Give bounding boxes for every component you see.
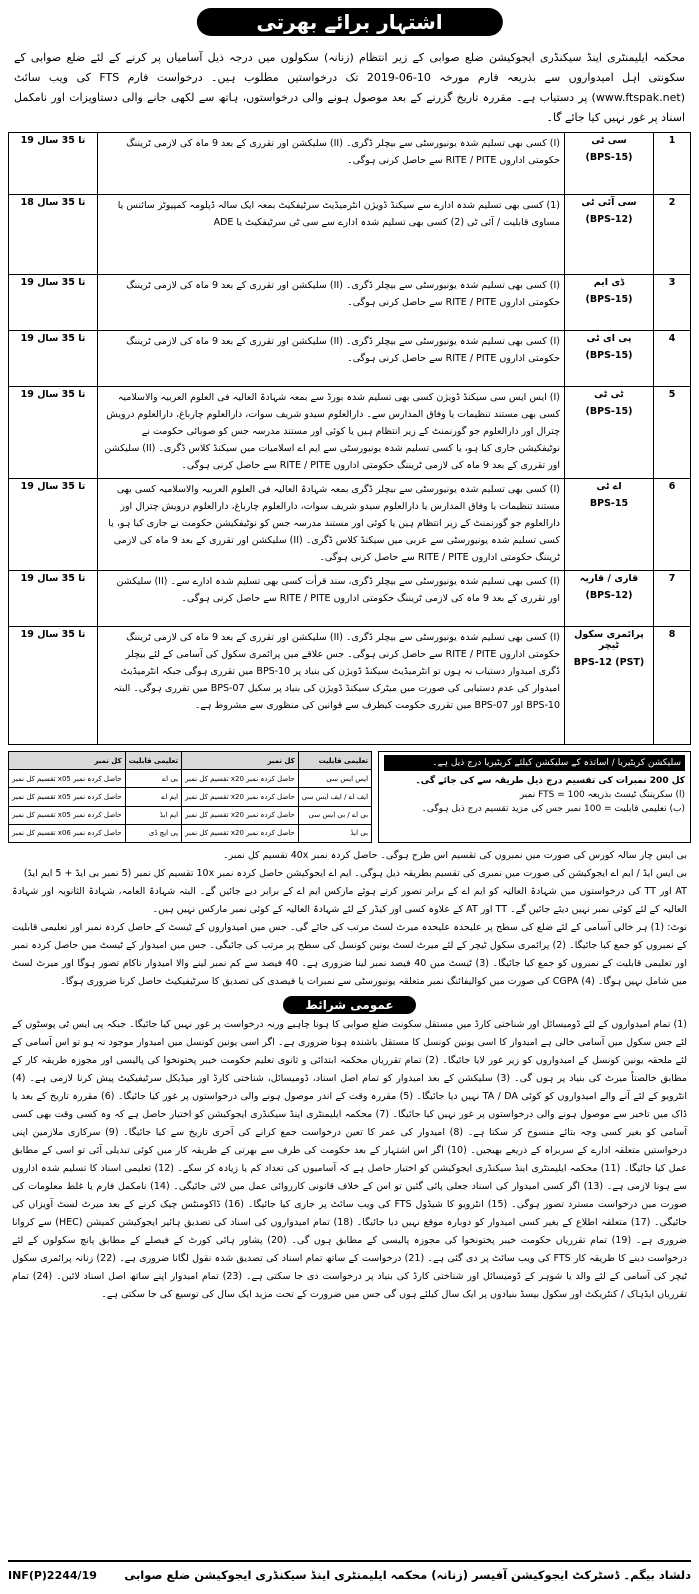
post-qualification: (I) کسی بھی تسلیم شدہ یونیورسٹی سے بیچلر ڈگری۔ (II) سلیکشن اور تقرری کے بعد 9 ماہ کی لازمی ٹریننگ حکومتی اداروں RITE / PITE سے حاصل کرنی ہوگی۔ [98, 133, 565, 195]
post-name: پی ای ٹی [586, 333, 632, 344]
merit-cell: حاصل کردہ نمبر x05 تقسیم کل نمبر [9, 770, 126, 788]
post-age-limit: 19 تا 35 سال [9, 571, 98, 627]
post-name: اے ٹی [596, 481, 622, 492]
post-number: 3 [654, 275, 691, 331]
merit-cell: پی ایچ ڈی [125, 824, 181, 842]
post-title [565, 331, 654, 387]
merit-row [9, 806, 372, 824]
merit-cell: ایم ایڈ [125, 806, 181, 824]
merit-row [9, 824, 372, 842]
post-name: پرائمری سکول ٹیچر [574, 629, 644, 651]
post-age-limit: 19 تا 35 سال [9, 387, 98, 479]
post-scale: BPS-15 [589, 498, 629, 509]
footer [8, 1560, 691, 1588]
merit-cell: حاصل کردہ نمبر x20 تقسیم کل نمبر [182, 788, 299, 806]
post-scale: (BPS-15) [585, 152, 633, 163]
merit-cell: حاصل کردہ نمبر x20 تقسیم کل نمبر [182, 806, 299, 824]
post-age-limit: 19 تا 35 سال [9, 133, 98, 195]
post-qualification: (I) کسی بھی تسلیم شدہ یونیورسٹی سے بیچلر ڈگری بمعہ شہادۃ العالیہ فی العلوم العربیہ والاسلامیہ کسی بھی مستند تنظیمات یا وفاق المدارس یا دارالعلوم سیدو شریف سوات، دارالعلوم چارباغ، دارالعلوم درویش چترال اور دارالعلوم جو گورنمنٹ کے زیر انتظام ہیں یا کوئی اور مستند مدرسہ جس کو نوٹیفکیشن حکومت نے جاری کیا ہو، یا کسی تسلیم شدہ یونیورسٹی سے عربی میں سیکنڈ کلاس ڈگری۔ (II) سلیکشن اور تقرری کے بعد 9 ماہ کی لازمی ٹریننگ حکومتی اداروں RITE / PITE سے حاصل کرنی ہوگی۔ [98, 479, 565, 571]
post-scale: (BPS-12) [585, 214, 633, 225]
post-number: 6 [654, 479, 691, 571]
post-scale: (BPS-15) [585, 294, 633, 305]
post-age-limit: 18 تا 35 سال [9, 195, 98, 275]
merit-cell: بی ایڈ [298, 824, 371, 842]
post-qualification: (1) کسی بھی تسلیم شدہ ادارے سے سیکنڈ ڈویژن انٹرمیڈیٹ سرٹیفکیٹ بمعہ ایک سالہ ڈپلومہ کمپیوٹر سائنس یا مساوی قابلیت / آئی ٹی (2) کسی بھی تسلیم شدہ ادارے سے سی ٹی سرٹیفکیٹ یا ADE [98, 195, 565, 275]
merit-cell: کل نمبر [9, 752, 126, 770]
general-conditions-heading: عمومی شرائط [283, 996, 415, 1014]
post-name: سی آئی ٹی [581, 197, 637, 208]
merit-cell: حاصل کردہ نمبر x05 تقسیم کل نمبر [9, 806, 126, 824]
post-number: 2 [654, 195, 691, 275]
bs-course-note: بی ایس چار سالہ کورس کی صورت میں نمبروں کی تقسیم اس طرح ہوگی۔ حاصل کردہ نمبر 40x تقسیم کل نمبر۔ [223, 850, 687, 861]
post-scale: BPS-12 (PST) [573, 657, 645, 668]
post-age-limit: 19 تا 35 سال [9, 275, 98, 331]
qualification-marks: (ب) تعلیمی قابلیت = 100 نمبر جس کی مزید تقسیم درج ذیل ہوگی۔ [421, 804, 685, 814]
signature-line: دلشاد بیگم۔ ڈسٹرکٹ ایجوکیشن آفیسر (زنانہ) محکمہ ایلیمنٹری اینڈ سیکنڈری ایجوکیشن ضلع صوابی [124, 1568, 691, 1582]
selection-criteria-box [378, 751, 691, 843]
post-title [565, 479, 654, 571]
merit-note: نوٹ: (1) ہر خالی آسامی کے لئے ضلع کی سطح پر علیحدہ علیحدہ میرٹ لسٹ مرتب کی جائے گی۔ جس میں امیدواروں کے ٹیسٹ کے حاصل کردہ نمبر اور تعلیمی قابلیت کے نمبروں کو جمع کیا جائیگا۔ (2) پرائمری سکول ٹیچر کے لئے میرٹ لسٹ یونین کونسل کی سطح پر مرتب کی جائیگی۔ جس میں امیدوار کے ٹیسٹ میں حاصل کردہ نمبر اور تعلیمی قابلیت کے نمبروں کو جمع کیا جائیگا۔ (3) ٹیسٹ میں 40 فیصد نمبر لینا ضروری ہے۔ 40 فیصد سے کم نمبر لینے والا امیدوار ناکام تصور ہوگا اور میرٹ لسٹ میں شامل نہیں ہوگا۔ (4) CGPA کی صورت میں کوالیفائنگ نمبر متعلقہ یونیورسٹی سے نمبرات یا فیصدی کی تصدیق کا سرٹیفیکیٹ حاصل کرنا ضروری ہوگا۔ [12, 922, 688, 987]
post-qualification: (I) کسی بھی تسلیم شدہ یونیورسٹی سے بیچلر ڈگری، سند قرأت کسی بھی تسلیم شدہ ادارے سے۔ (II) سلیکشن اور تقرری کے بعد 9 ماہ کی لازمی ٹریننگ حکومتی اداروں RITE / PITE سے حاصل کرنی ہوگی۔ [98, 571, 565, 627]
title-banner [8, 6, 691, 42]
post-scale: (BPS-12) [585, 590, 633, 601]
post-qualification: (I) کسی بھی تسلیم شدہ یونیورسٹی سے بیچلر ڈگری۔ (II) سلیکشن اور تقرری کے بعد 9 ماہ کی لازمی ٹریننگ حکومتی اداروں RITE / PITE سے حاصل کرنی ہوگی۔ جس علاقے میں پرائمری سکول کی آسامی کے لئے بیچلر ڈگری امیدوار دستیاب نہ ہوں تو انٹرمیڈیٹ سیکنڈ ڈویژن کی بنیاد پر BPS-10 میں تقرری ہوگی جبکہ انٹرمیڈیٹ امیدوار کی عدم دستیابی کی صورت میں میٹرک سیکنڈ ڈویژن کی بنیاد پر سکیل BPS-07 میں تقرری ہوگی۔ البتہ BPS-10 اور BPS-07 میں تقرری حکومت کیطرف سے قوانین کی منظوری سے مشروط ہے۔ [98, 627, 565, 745]
post-name: قاری / قاریہ [579, 573, 639, 584]
post-number: 5 [654, 387, 691, 479]
general-conditions-heading-wrap [8, 994, 691, 1013]
post-title [565, 627, 654, 745]
bsed-note: بی ایس ایڈ / ایم اے ایجوکیشن کی صورت میں نمبری کی تقسیم بطریقہ ذیل ہوگی۔ ایم اے ایجوکیشن حاصل کردہ نمبر 10x تقسیم کل نمبر (5 نمبر بی ایڈ + 5 ایم ایڈ) [23, 868, 687, 879]
post-qualification: (I) کسی بھی تسلیم شدہ یونیورسٹی سے بیچلر ڈگری۔ (II) سلیکشن اور تقرری کے بعد 9 ماہ کی لازمی ٹریننگ حکومتی اداروں RITE / PITE سے حاصل کرنی ہوگی۔ [98, 275, 565, 331]
post-scale: (BPS-15) [585, 406, 633, 417]
intro-paragraph: محکمہ ایلیمنٹری اینڈ سیکنڈری ایجوکیشن ضلع صوابی کے زیر انتظام (زنانہ) سکولوں میں درجہ ذیل آسامیاں پر کرنے کے لئے ضلع صوابی کے سکونتی اہل امیدواروں سے بذریعہ فارم مورخہ 10-06-2019 تک درخواستیں مطلوب ہیں۔ درخواست فارم FTS کی ویب سائٹ (www.ftspak.net) پر دستیاب ہے۔ مقررہ تاریخ گزرنے کے بعد موصول ہونے والی درخواستوں، ہاتھ سے لکھی جانے والی دستاویزات اور نامکمل اسناد پر غور نہیں کیا جائے گا۔ [14, 51, 685, 124]
post-number: 1 [654, 133, 691, 195]
post-row [9, 195, 691, 275]
merit-cell: حاصل کردہ نمبر x20 تقسیم کل نمبر [182, 824, 299, 842]
post-qualification: (I) ایس ایس سی سیکنڈ ڈویژن کسی بھی تسلیم شدہ بورڈ سے بمعہ شہادۃ العالیہ فی العلوم العربیہ والاسلامیہ کسی بھی مستند تنظیمات یا وفاق المدارس سے۔ دارالعلوم سیدو شریف سوات، دارالعلوم چارباغ، دارالعلوم درویش چترال اور دارالعلوم جو گورنمنٹ کے زیر انتظام ہیں یا کوئی اور مستند مدرسہ جس کو صوبائی حکومت نے نوٹیفکیشن جاری کیا ہو، یا کسی تسلیم شدہ یونیورسٹی سے ایم اے اسلامیات میں سیکنڈ کلاس ڈگری۔ (II) سلیکشن اور تقرری کے بعد 9 ماہ کی لازمی ٹریننگ حکومتی اداروں RITE / PITE سے حاصل کرنی ہوگی۔ [98, 387, 565, 479]
merit-header-row [9, 752, 372, 770]
post-age-limit: 19 تا 35 سال [9, 331, 98, 387]
merit-cell: ایف اے / ایف ایس سی [298, 788, 371, 806]
merit-cell: تعلیمی قابلیت [125, 752, 181, 770]
merit-cell: ایس ایس سی [298, 770, 371, 788]
posts-table [8, 132, 691, 745]
merit-cell: حاصل کردہ نمبر x20 تقسیم کل نمبر [182, 770, 299, 788]
selection-criteria-heading: سلیکشن کریٹیریا / اساتذہ کے سلیکشن کیلئے کریٹیریا درج ذیل ہے۔ [384, 755, 685, 771]
post-name: سی ٹی [591, 135, 627, 146]
general-conditions: (1) تمام امیدواروں کے لئے ڈومیسائل اور شناختی کارڈ میں مستقل سکونت ضلع صوابی کا ہونا چاہیے ورنہ درخواست پر غور نہیں کیا جائیگا۔ جبکہ پی ایس ٹی پوسٹوں کے لئے جس سکول میں آسامی خالی ہے امیدوار کا اسی یونین کونسل کا مستقل باشندہ ہونا ضروری ہے۔ اگر اسی یونین کونسل میں امیدوار موجود نہ ہو تو اس آسامی کے لئے ملحقہ یونین کونسل کے امیدواروں کو زیر غور لایا جائیگا۔ (2) تمام تقرریاں محکمہ ابتدائی و ثانوی تعلیم حکومت خیبر پختونخوا کی پالیسی اور مجوزہ طریقہ کار کے مطابق خالصتاً میرٹ کی بنیاد پر ہوں گی۔ (3) سلیکشن کے بعد امیدوار کو تمام اصل اسناد، ڈومیسائل، شناختی کارڈ اور میڈیکل سرٹیفیکیٹ پیش کرنا لازمی ہے۔ (4) انٹرویو کے لئے آنے والے امیدواروں کو کوئی TA / DA نہیں دیا جائیگا۔ (5) مقررہ وقت کے اندر موصول ہونے والی درخواستوں پر غور کیا جائیگا۔ (6) مقررہ تاریخ کے بعد یا ڈاک میں تاخیر سے موصول ہونے والی درخواستوں پر غور نہیں کیا جائیگا۔ (7) محکمہ ایلیمنٹری اینڈ سیکنڈری ایجوکیشن کو اختیار حاصل ہے کہ وہ کسی وقت بھی کسی آسامی کو بغیر کسی وجہ بتائے منسوخ کر سکتا ہے۔ (8) امیدوار کی عمر کا تعین درخواست جمع کرانے کی آخری تاریخ سے کیا جائیگا۔ (9) سرکاری ملازمین اپنی درخواستیں متعلقہ ادارے کے سربراہ کے ذریعے بھیجیں۔ (10) اگر اس اشتہار کے بعد حکومت کی طرف سے بھرتی کے طریقہ کار میں کوئی تبدیلی آئی تو اسی کے مطابق عمل کیا جائیگا۔ (11) محکمہ ایلیمنٹری اینڈ سیکنڈری ایجوکیشن کو اختیار حاصل ہے کہ آسامیوں کی تعداد کم یا زیادہ کر سکے۔ (12) تعلیمی اسناد کا تسلیم شدہ اداروں سے ہونا لازمی ہے۔ (13) اگر کسی امیدوار کی اسناد جعلی پائی گئیں تو اس کے خلاف قانونی کارروائی عمل میں لائی جائیگی۔ (14) نامکمل فارم یا غلط معلومات کی صورت میں درخواست مسترد تصور ہوگی۔ (15) انٹرویو کا شیڈول FTS کی ویب سائٹ پر جاری کیا جائیگا۔ (16) ڈاکومنٹس چیک کرنے کے بعد میرٹ لسٹ آویزاں کی جائیگی۔ (17) متعلقہ اطلاع کے بغیر کسی امیدوار کو دوبارہ موقع نہیں دیا جائیگا۔ (18) تمام امیدواروں کی اسناد کی تصدیق ہائیر ایجوکیشن کمیشن (HEC) سے کروانا ضروری ہے۔ (19) تمام تقرریاں حکومت خیبر پختونخوا کی مجوزہ پالیسی کے مطابق ہوں گی۔ (20) پشاور ہائی کورٹ کے فیصلے کے مطابق پانچ سکولوں کے لئے درخواست دینے کا طریقہ کار FTS کی ویب سائٹ پر دی گئی ہے۔ (21) درخواست کے ساتھ تمام اسناد کی تصدیق شدہ نقول لگانا ضروری ہے۔ (22) زنانہ پرائمری سکول ٹیچر کی آسامی کے لئے والد یا شوہر کے ڈومیسائل اور شناختی کارڈ کی بنیاد پر درخواست دی جا سکتی ہے۔ (23) تمام امیدوار اپنے ساتھ اصل اسناد لائیں۔ (24) تمام تقرریاں ایڈہاک / کنٹریکٹ اور سکول بیسڈ بنیادوں پر ایک سال کیلئے ہوں گی جس میں ضرورت کے تحت مزید ایک سال کی توسیع کی جا سکتی ہے۔ [12, 1019, 688, 1300]
post-title [565, 275, 654, 331]
post-age-limit: 19 تا 35 سال [9, 627, 98, 745]
merit-cell: کل نمبر [182, 752, 299, 770]
post-name: ڈی ایم [593, 277, 625, 288]
post-title [565, 195, 654, 275]
post-row [9, 387, 691, 479]
marks-distribution-table [8, 751, 372, 843]
merit-row [9, 770, 372, 788]
merit-cell: حاصل کردہ نمبر x06 تقسیم کل نمبر [9, 824, 126, 842]
post-age-limit: 19 تا 35 سال [9, 479, 98, 571]
merit-cell: حاصل کردہ نمبر x05 تقسیم کل نمبر [9, 788, 126, 806]
merit-cell: بی اے [125, 770, 181, 788]
post-scale: (BPS-15) [585, 350, 633, 361]
marks-explanation [8, 847, 691, 991]
post-title [565, 387, 654, 479]
post-row [9, 133, 691, 195]
post-row [9, 275, 691, 331]
post-number: 7 [654, 571, 691, 627]
merit-cell: ایم اے [125, 788, 181, 806]
post-row [9, 479, 691, 571]
post-title [565, 571, 654, 627]
merit-cell: تعلیمی قابلیت [298, 752, 371, 770]
shahada-note: AT اور TT کی درخواستوں میں شہادۃ العالیہ کو ایم اے کے برابر تصور کرتے ہوئے مارکس ایم اے کے برابر دیے جائیں گے۔ البتہ شہادۃ العامہ، شہادۃ الثانویہ اور شہادۃ العالیہ کے لئے کوئی نمبر نہیں دیئے جائیں گے۔ TT اور AT کے علاوہ کسی اور کیڈر کے لئے شہادۃ العالیہ کے کوئی نمبر مارکس نہیں ہیں۔ [12, 886, 687, 915]
post-row [9, 571, 691, 627]
post-number: 8 [654, 627, 691, 745]
post-row [9, 627, 691, 745]
post-row [9, 331, 691, 387]
merit-row [9, 788, 372, 806]
merit-section [8, 751, 691, 843]
post-name: ٹی ٹی [594, 389, 624, 400]
post-title [565, 133, 654, 195]
post-qualification: (I) کسی بھی تسلیم شدہ یونیورسٹی سے بیچلر ڈگری۔ (II) سلیکشن اور تقرری کے بعد 9 ماہ کی لازمی ٹریننگ حکومتی اداروں RITE / PITE سے حاصل کرنی ہوگی۔ [98, 331, 565, 387]
screening-test-marks: (ا) سکریننگ ٹیسٹ بذریعہ FTS = 100 نمبر [519, 790, 685, 800]
merit-cell: بی اے / بی ایس سی [298, 806, 371, 824]
page-title: اشتہار برائے بھرتی [196, 8, 502, 36]
post-number: 4 [654, 331, 691, 387]
reference-number: INF(P)2244/19 [8, 1568, 97, 1582]
total-marks-text: کل 200 نمبرات کی تقسیم درج ذیل طریقہ سے کی جائے گی۔ [415, 776, 685, 786]
